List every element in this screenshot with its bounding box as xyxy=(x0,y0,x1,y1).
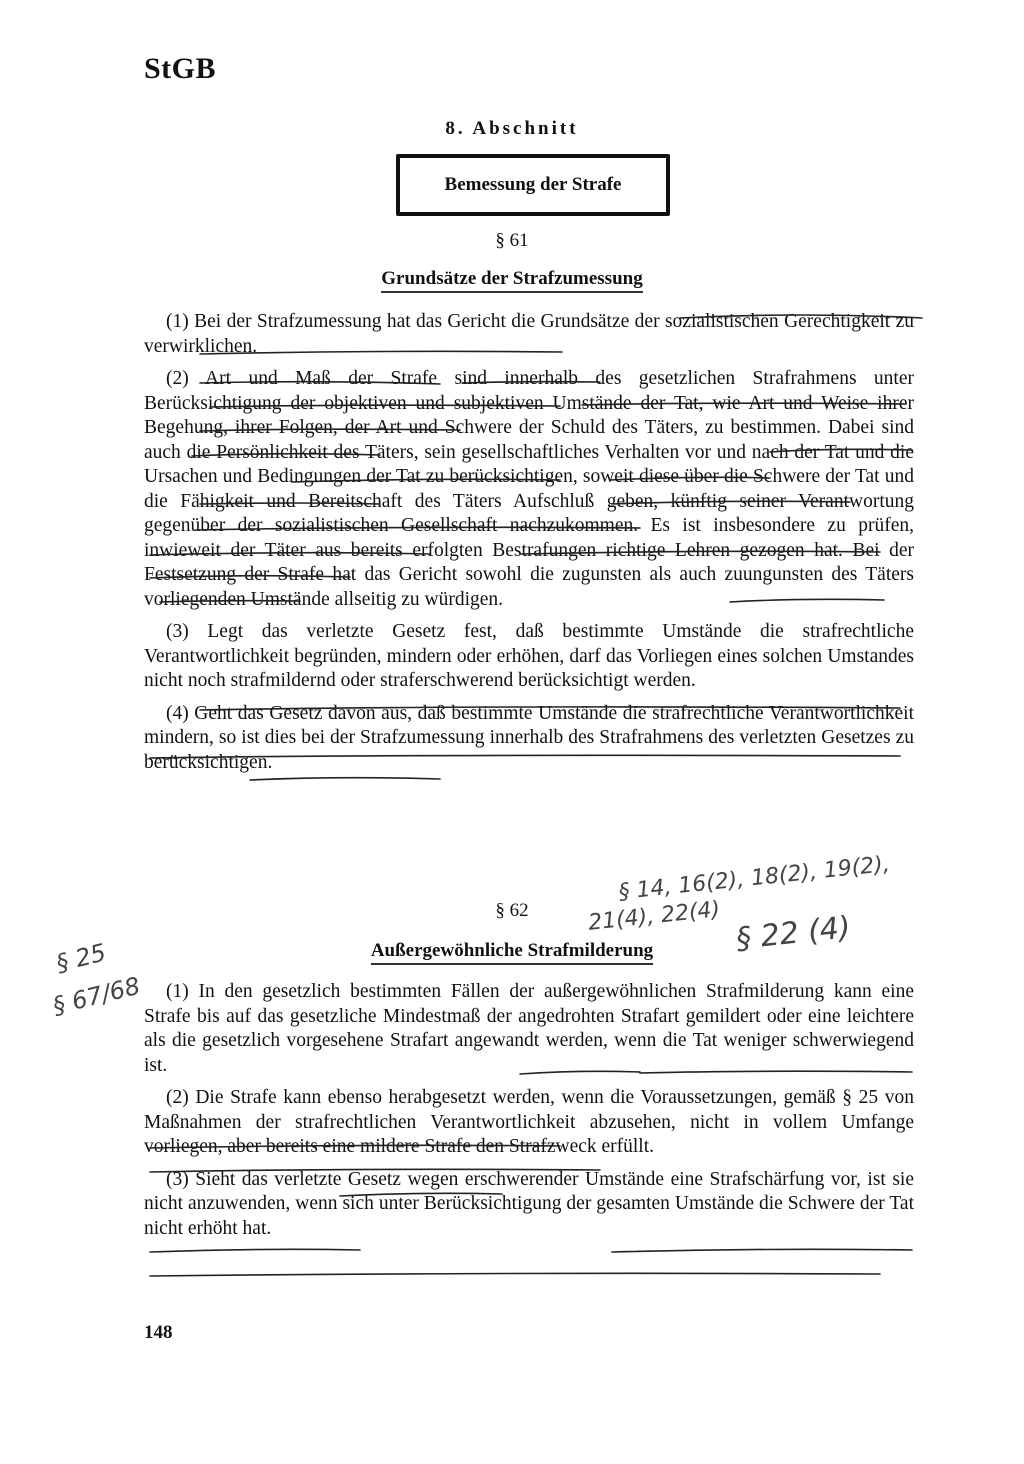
page-number: 148 xyxy=(144,1322,173,1343)
section-sign-61: § 61 xyxy=(495,230,529,251)
paragraph-61-4: (4) Geht das Gesetz davon aus, daß bestimmte Umstände die strafrechtliche Verantwortlichkeit mindern, so ist dies bei der Strafzumessung innerhalb des Strafrahmens des verletzten Gesetzes zu berücksichtigen. xyxy=(144,702,914,773)
chapter-title: Bemessung der Strafe xyxy=(444,174,622,195)
paragraph-61-2: (2) Art und Maß der Strafe sind innerhalb des gesetzlichen Strafrahmens unter Berücksichtigung der objektiven und subjektiven Umstände der Tat, wie Art und Weise ihrer Begehung, ihrer Folgen, der Art und Schwere der Schuld des Täters, zu bestimmen. Dabei sind auch die Persönlichkeit des Täters, sein gesellschaftliches Verhalten vor und nach der Tat und die Ursachen und Bedingungen der Tat zu berücksichtigen, soweit diese über die Schwere der Tat und die Fähigkeit und Bereitschaft des Täters Aufschluß geben, künftig seiner Verantwortung gegenüber der sozialistischen Gesellschaft nachzukommen. Es ist insbesondere zu prüfen, inwieweit der Täter aus bereits erfolgten Bestrafungen richtige Lehren gezogen hat. Bei der Festsetzung der Strafe hat das Gericht sowohl die zugunsten als auch zuungunsten des Täters vorliegenden Umstände allseitig zu würdigen. xyxy=(144,368,914,610)
section-title-62 xyxy=(0,940,1024,962)
paragraph-61-3: (3) Legt das verletzte Gesetz fest, daß bestimmte Umstände die strafrechtliche Verantwortlichkeit begründen, mindern oder erhöhen, darf das Vorliegen eines solchen Umstandes nicht noch strafmildernd oder straferschwerend berücksichtigt werden. xyxy=(144,621,914,691)
section-62-body xyxy=(144,980,914,1241)
handwritten-note-right-2: 21(4), 22(4) xyxy=(587,897,722,936)
section-sign-62: § 62 xyxy=(495,900,529,921)
handwritten-note-right-1: § 14, 16(2), 18(2), 19(2), xyxy=(617,851,891,906)
code-header: StGB xyxy=(144,52,217,85)
handwritten-note-left-2: § 67/68 xyxy=(49,971,143,1021)
chapter-title-box xyxy=(396,154,670,216)
paragraph-62-1: (1) In den gesetzlich bestimmten Fällen der außergewöhnlichen Strafmilderung kann eine Strafe bis auf das gesetzliche Mindestmaß der angedrohten Strafart gemildert oder eine leichtere als die gesetzlich vorgesehene Strafart angewandt werden, wenn die Tat weniger schwerwiegend ist. xyxy=(144,981,914,1076)
chapter-label: 8. Abschnitt xyxy=(445,118,579,139)
section-title-61-text: Grundsätze der Strafzumessung xyxy=(381,268,642,293)
section-title-62-text: Außergewöhnliche Strafmilderung xyxy=(371,940,653,965)
paragraph-62-2: (2) Die Strafe kann ebenso herabgesetzt werden, wenn die Voraussetzungen, gemäß § 25 von Maßnahmen der strafrechtlichen Verantwortlichkeit abzusehen, nicht in vollem Umfange vorliegen, aber bereits eine mildere Strafe den Strafzweck erfüllt. xyxy=(144,1087,914,1157)
handwritten-note-left-1: § 25 xyxy=(53,938,109,978)
paragraph-62-3: (3) Sieht das verletzte Gesetz wegen erschwerender Umstände eine Strafschärfung vor, ist sie nicht anzuwenden, wenn sich unter Berücksichtigung der gesamten Umstände die Schwere der Tat nicht erhöht hat. xyxy=(144,1168,914,1239)
section-61-body xyxy=(144,310,914,775)
section-title-61 xyxy=(0,268,1024,290)
handwritten-note-right-3: § 22 (4) xyxy=(734,910,853,957)
paragraph-61-1: (1) Bei der Strafzumessung hat das Gericht die Grundsätze der sozialistischen Gerechtigkeit zu verwirklichen. xyxy=(144,311,914,357)
